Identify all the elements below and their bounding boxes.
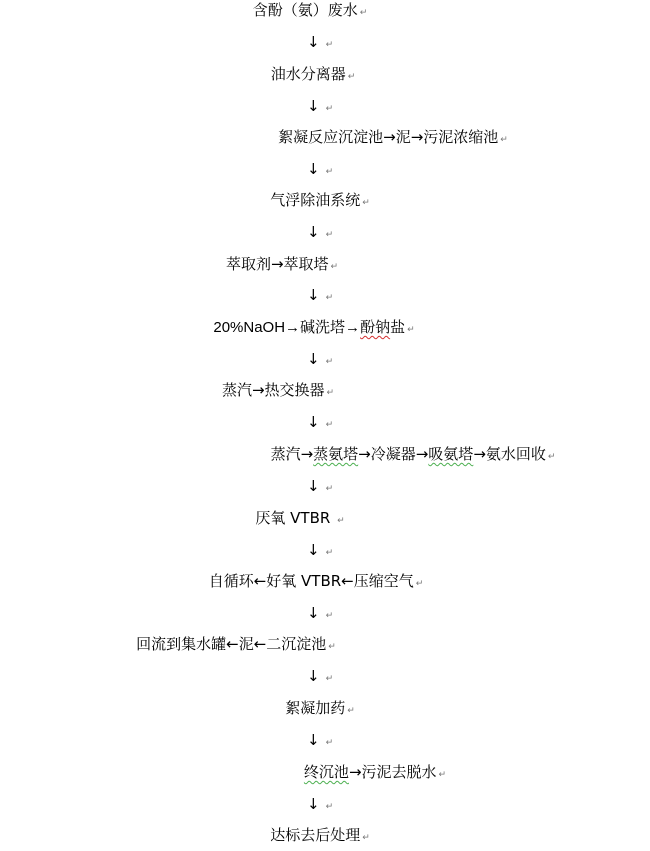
step-label-part: 终沉池 [303,763,349,781]
flow-arrow [307,159,333,182]
step-label-part: 蒸氨塔 [313,445,359,463]
down-arrow-icon: ↓ [307,667,320,685]
step-alkali-wash [213,317,414,340]
down-arrow-icon: ↓ [307,160,320,178]
return-mark: ↵ [407,325,415,335]
step-post-treatment [270,825,370,848]
flow-arrow [307,412,333,435]
step-label-part: 吸氨塔 [428,445,474,463]
step-label: 自循环←好氧 VTBR←压缩空气 [208,572,414,590]
step-label: 气浮除油系统 [270,191,361,209]
return-mark: ↵ [438,770,447,780]
down-arrow-icon: ↓ [307,350,320,368]
step-label: 萃取剂→萃取塔 [225,255,329,273]
return-mark: ↵ [325,802,334,812]
step-label: 絮凝反应沉淀池→泥→污泥浓缩池 [278,128,499,146]
down-arrow-icon: ↓ [307,731,320,749]
return-mark: ↵ [547,452,556,462]
step-flocculant-dosing [285,698,355,721]
step-label-part: 20%NaOH→碱洗塔→ [213,319,361,336]
step-label-part: →冷凝器→ [358,445,429,463]
step-ammonia-stripping [271,444,556,467]
down-arrow-icon: ↓ [307,541,320,559]
step-extraction [226,254,338,277]
return-mark: ↵ [325,484,334,494]
step-label: 达标去后处理 [270,826,361,844]
flow-arrow [307,666,333,689]
step-label-part: →污泥去脱水 [348,763,437,781]
flow-arrow [307,32,333,55]
flow-arrow [307,285,333,308]
down-arrow-icon: ↓ [307,413,320,431]
return-mark: ↵ [325,293,334,303]
down-arrow-icon: ↓ [307,286,320,304]
step-label-part: 蒸汽→ [270,445,314,463]
flow-arrow [307,222,333,245]
flow-arrow [307,96,333,119]
flow-arrow [307,349,333,372]
step-oil-water-separator [271,64,356,87]
down-arrow-icon: ↓ [307,97,320,115]
step-label: 油水分离器 [270,65,346,83]
return-mark: ↵ [325,104,334,114]
step-heat-exchanger [222,380,334,403]
return-mark: ↵ [325,420,334,430]
down-arrow-icon: ↓ [307,223,320,241]
step-secondary-sedimentation [136,634,336,657]
step-label: 絮凝加药 [285,699,346,717]
return-mark: ↵ [415,579,424,589]
step-anaerobic-vtbr [255,508,344,531]
step-label-part: 盐 [390,318,406,336]
flow-arrow [307,794,333,817]
return-mark: ↵ [362,198,370,208]
return-mark: ↵ [328,642,336,652]
return-mark: ↵ [347,72,356,82]
step-wastewater-input [253,0,368,23]
return-mark: ↵ [330,262,339,272]
return-mark: ↵ [359,8,368,18]
flow-arrow [307,476,333,499]
return-mark: ↵ [325,548,334,558]
step-label: 蒸汽→热交换器 [221,381,325,399]
return-mark: ↵ [325,357,334,367]
return-mark: ↵ [500,135,508,145]
return-mark: ↵ [326,388,335,398]
step-label: 回流到集水罐←泥←二沉淀池 [136,635,327,653]
step-air-flotation [270,190,370,213]
return-mark: ↵ [325,738,334,748]
down-arrow-icon: ↓ [307,604,320,622]
return-mark: ↵ [347,706,355,716]
flow-arrow [307,603,333,626]
return-mark: ↵ [362,833,370,843]
step-label-part: →氨水回收 [473,445,546,463]
down-arrow-icon: ↓ [307,33,320,51]
return-mark: ↵ [325,167,334,177]
step-flocculation-sedimentation [278,127,508,150]
flow-arrow [307,730,333,753]
return-mark: ↵ [325,674,334,684]
step-aerobic-vtbr [209,571,424,594]
step-label-part: 酚钠 [360,318,391,336]
return-mark: ↵ [325,40,334,50]
return-mark: ↵ [325,230,334,240]
down-arrow-icon: ↓ [307,795,320,813]
step-label: 厌氧 VTBR [255,509,336,527]
flow-arrow [307,540,333,563]
return-mark: ↵ [325,611,334,621]
step-label: 含酚（氨）废水 [252,1,358,19]
return-mark: ↵ [337,516,345,526]
down-arrow-icon: ↓ [307,477,320,495]
step-final-sedimentation [304,762,446,785]
